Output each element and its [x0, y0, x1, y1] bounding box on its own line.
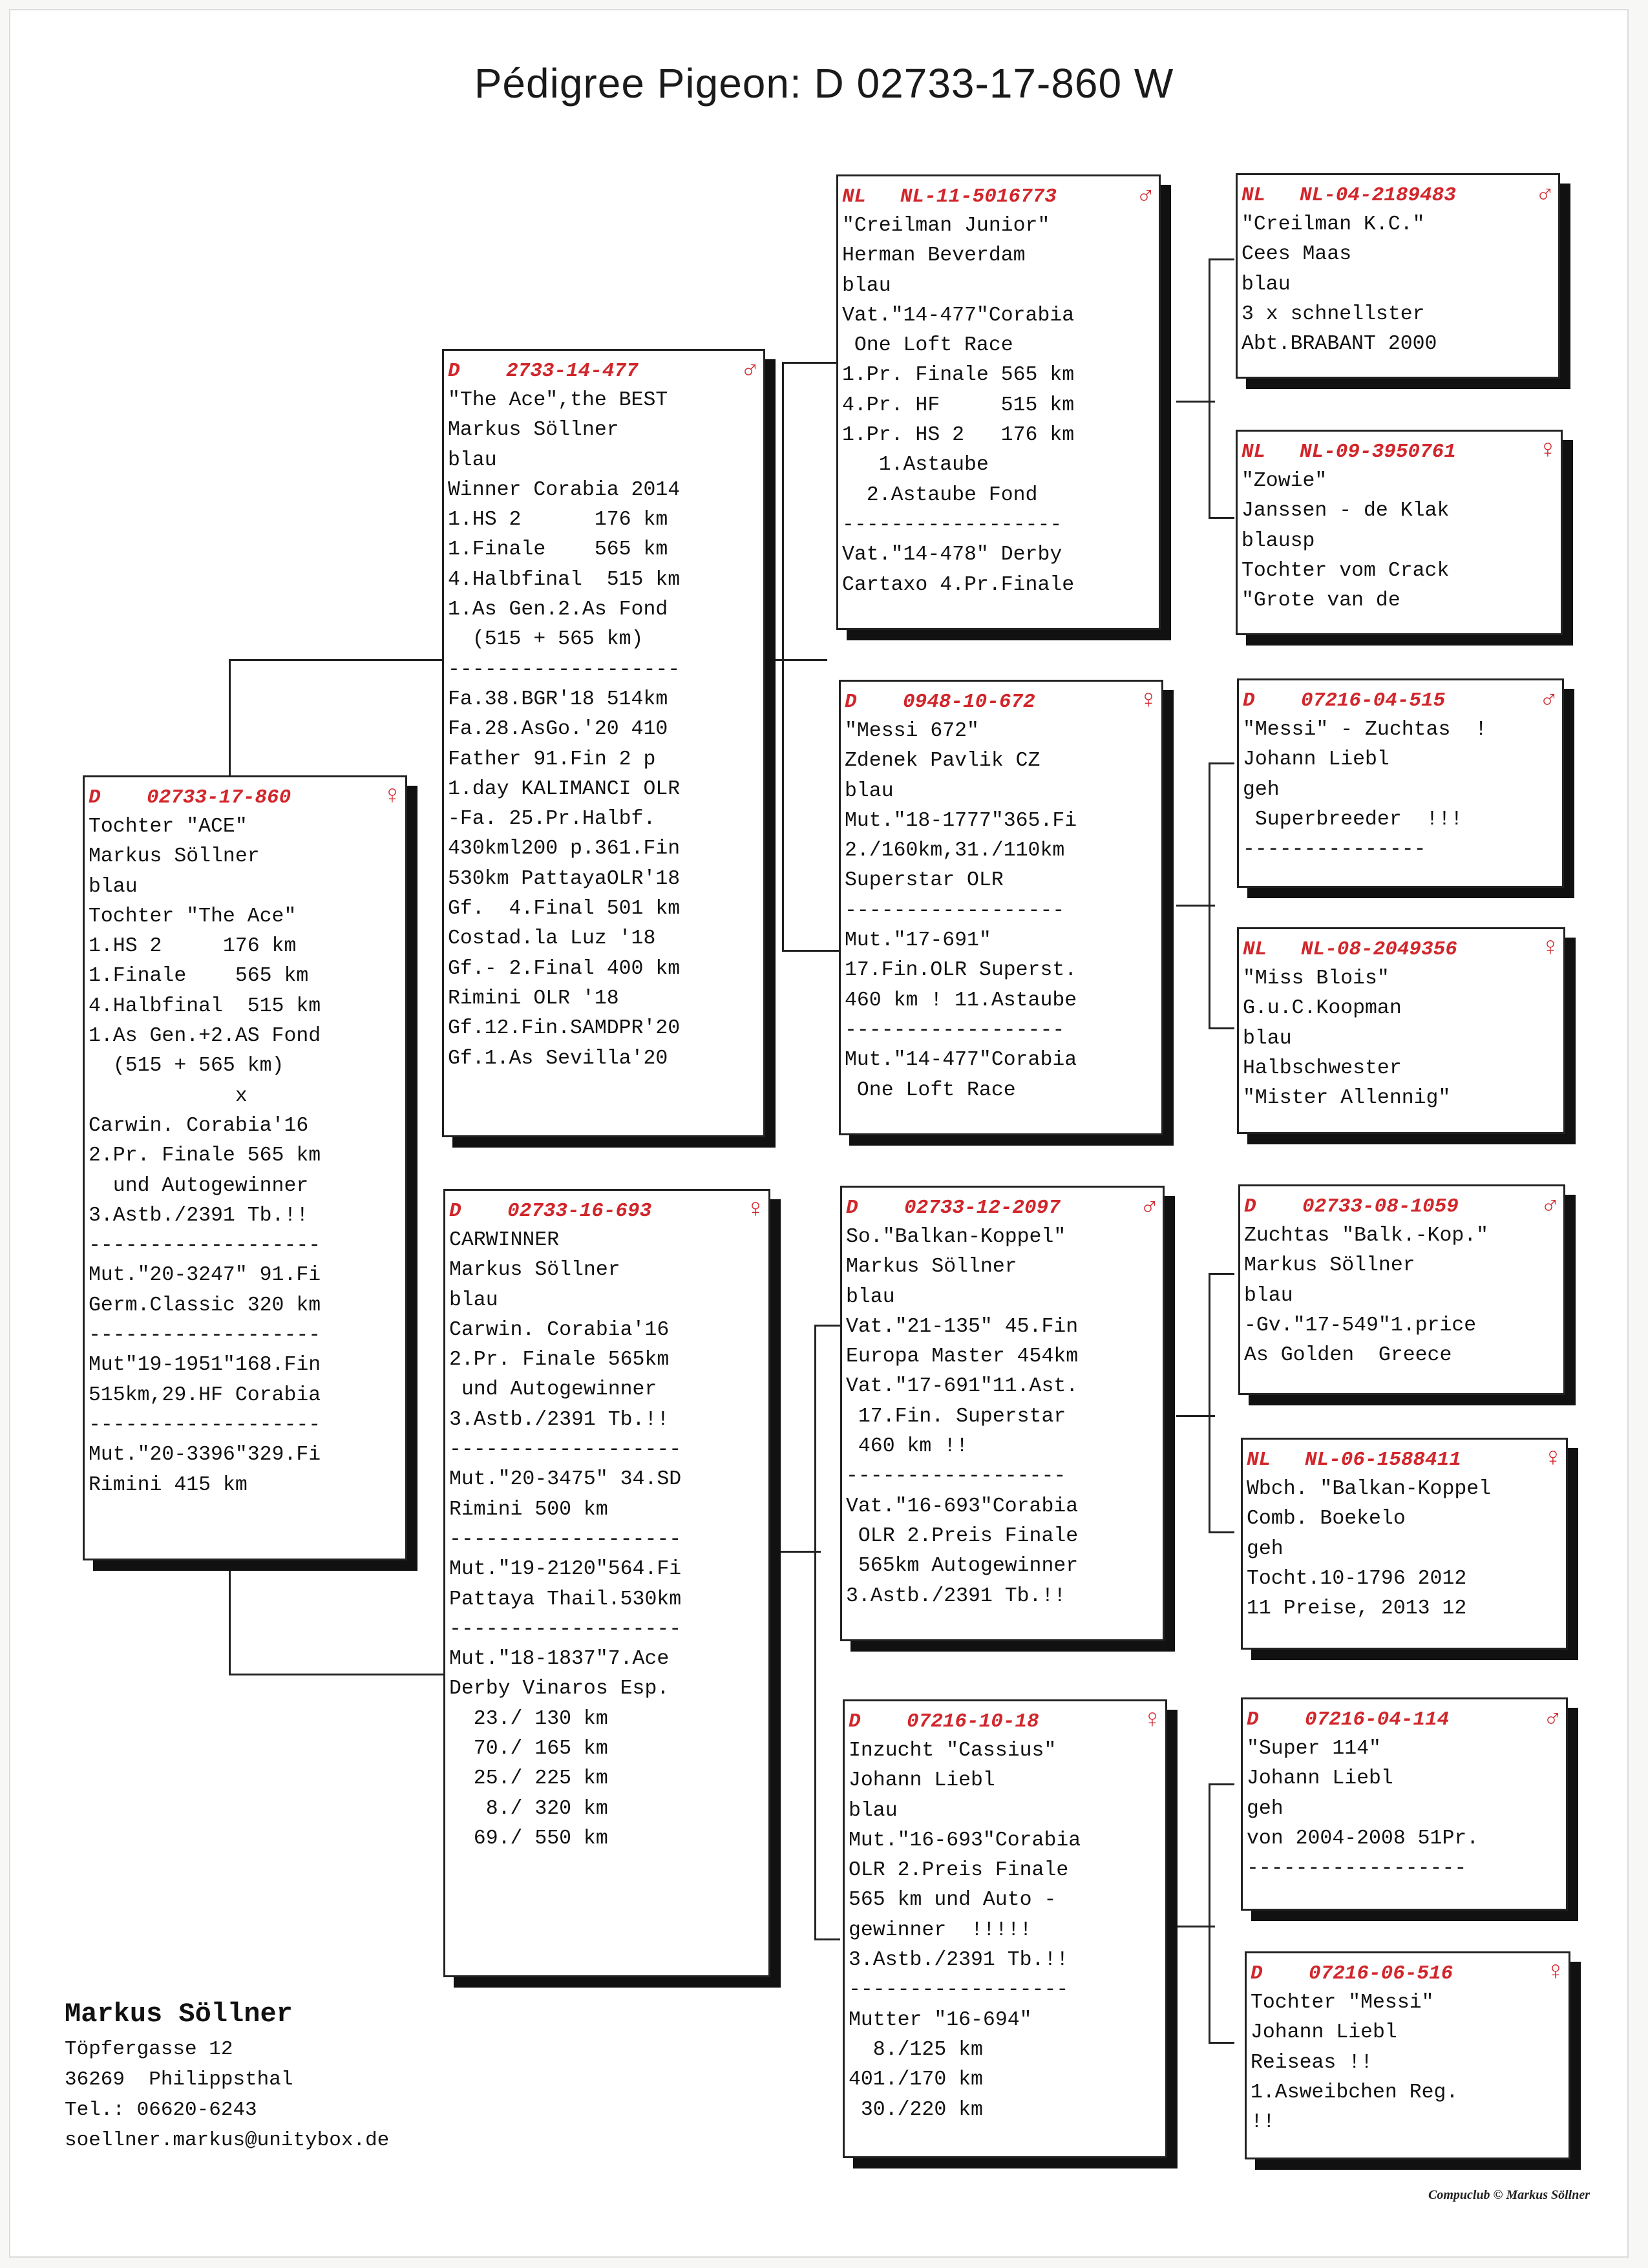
sex-symbol: ♀ [384, 782, 400, 812]
card-line: (515 + 565 km) [89, 1055, 284, 1078]
card-line: Tochter "The Ace" [89, 905, 297, 928]
connector [769, 1551, 821, 1553]
card-line: blau [89, 875, 138, 898]
card-line: OLR 2.Preis Finale [846, 1524, 1079, 1548]
card-line: G.u.C.Koopman [1243, 997, 1402, 1020]
connector [1209, 1273, 1234, 1275]
card-line: 3 x schnellster [1241, 302, 1425, 326]
connector [229, 659, 442, 661]
card-line: "Miss Blois" [1243, 967, 1389, 990]
card-header [1243, 934, 1558, 964]
card-text [1243, 964, 1558, 1113]
ring-number: 07216-04-114 [1305, 1708, 1450, 1731]
card-line: geh [1243, 778, 1280, 801]
card-line: "Messi" - Zuchtas ! [1243, 719, 1488, 741]
connector [782, 362, 784, 950]
card-header [1244, 1192, 1558, 1221]
card-text [449, 1226, 763, 1854]
card-line: 4.Halbfinal 515 km [448, 568, 681, 591]
card-line: 515km,29.HF Corabia [89, 1383, 321, 1407]
sex-symbol: ♀ [747, 1196, 763, 1225]
card-line: Zuchtas "Balk.-Kop." [1244, 1224, 1489, 1247]
card-line: 17.Fin. Superstar [846, 1405, 1066, 1428]
card-line: One Loft Race [842, 334, 1013, 357]
card-line: ------------------- [448, 658, 681, 681]
card-line: 1.HS 2 176 km [448, 509, 668, 532]
card-text [849, 1736, 1160, 2125]
card-line: geh [1247, 1537, 1284, 1560]
card-line: blau [449, 1288, 498, 1312]
card-line: ------------------ [845, 1018, 1065, 1042]
card-header [89, 782, 400, 812]
card-line: Zdenek Pavlik CZ [845, 750, 1041, 773]
connector [1209, 1531, 1234, 1533]
card-line: "Zowie" [1241, 470, 1327, 492]
card-line: 1.Asweibchen Reg. [1251, 2081, 1459, 2104]
card-line: Vat."21-135" 45.Fin [846, 1315, 1079, 1338]
card-line: Cees Maas [1241, 243, 1352, 266]
ring-number: 07216-06-516 [1309, 1962, 1453, 1985]
card-line: Abt.BRABANT 2000 [1241, 333, 1437, 356]
card-line: One Loft Race [845, 1078, 1016, 1102]
card-line: 565 km und Auto - [849, 1889, 1057, 1912]
card-line: Germ.Classic 320 km [89, 1294, 321, 1317]
country-code: D [448, 359, 460, 383]
card-line: geh [1247, 1797, 1284, 1820]
card-line: Vat."17-691"11.Ast. [846, 1375, 1079, 1398]
card-header [849, 1706, 1160, 1736]
card-line: Comb. Boekelo [1247, 1507, 1406, 1531]
card-line: Johann Liebl [849, 1769, 995, 1792]
page-title: Pédigree Pigeon: D 02733-17-860 W [474, 60, 1174, 107]
connector [1209, 2042, 1234, 2044]
pigeon-card-fm [839, 680, 1163, 1135]
card-line: "Creilman K.C." [1241, 213, 1425, 236]
ring-number: 02733-16-693 [507, 1199, 652, 1223]
connector [814, 1938, 840, 1940]
card-line: Tochter "Messi" [1251, 1991, 1434, 2014]
card-line: 3.Astb./2391 Tb.!! [89, 1204, 309, 1227]
country-code: D [846, 1196, 858, 1219]
connector [1209, 762, 1234, 764]
card-line: Fa.28.AsGo.'20 410 [448, 718, 668, 741]
connector [1209, 1027, 1234, 1029]
sex-symbol: ♀ [1547, 1958, 1563, 1988]
card-line: Mut."19-2120"564.Fi [449, 1558, 682, 1581]
card-header [1247, 1705, 1561, 1734]
country-code: D [849, 1710, 861, 1733]
country-code: D [845, 690, 857, 713]
connector [763, 659, 827, 661]
card-line: 3.Astb./2391 Tb.!! [846, 1584, 1066, 1608]
pigeon-card-mf [840, 1186, 1165, 1641]
card-line: Mut."20-3396"329.Fi [89, 1444, 321, 1467]
card-text [1241, 467, 1556, 616]
country-code: D [89, 786, 101, 809]
card-line: "Grote van de [1241, 589, 1400, 613]
card-line: Markus Söllner [448, 419, 619, 442]
pigeon-card-ffm [1236, 430, 1563, 635]
card-line: 1.As Gen.2.As Fond [448, 598, 668, 622]
card-line: Markus Söllner [846, 1255, 1017, 1279]
pigeon-card-mm [843, 1699, 1167, 2158]
card-line: --------------- [1243, 838, 1426, 861]
ring-number: 02733-08-1059 [1302, 1195, 1459, 1218]
card-line: 8./125 km [849, 2038, 983, 2061]
owner-phone: Tel.: 06620-6243 [65, 2099, 257, 2121]
card-line: 1.HS 2 176 km [89, 935, 297, 958]
card-line: ------------------ [849, 1979, 1069, 2002]
owner-name: Markus Söllner [65, 1999, 293, 2030]
card-line: Vat."16-693"Corabia [846, 1495, 1079, 1518]
card-line: "Creilman Junior" [842, 215, 1050, 237]
card-line: Superbreeder !!! [1243, 808, 1463, 831]
card-line: Cartaxo 4.Pr.Finale [842, 573, 1075, 596]
card-line: Vat."14-477"Corabia [842, 304, 1075, 327]
ring-number: 02733-17-860 [147, 786, 291, 809]
card-line: OLR 2.Preis Finale [849, 1859, 1069, 1882]
card-line: Mut."17-691" [845, 929, 991, 952]
sex-symbol: ♀ [1140, 687, 1156, 716]
connector [229, 1551, 231, 1674]
software-credit: Compuclub © Markus Söllner [1428, 2188, 1590, 2202]
card-line: x [89, 1084, 248, 1108]
country-code: D [1243, 689, 1255, 712]
pigeon-card-fmf [1237, 678, 1564, 888]
card-header [846, 1193, 1157, 1223]
card-line: So."Balkan-Koppel" [846, 1226, 1066, 1248]
sex-symbol: ♂ [1537, 180, 1553, 209]
card-line: 25./ 225 km [449, 1767, 608, 1790]
card-line: Markus Söllner [89, 845, 260, 868]
card-line: Winner Corabia 2014 [448, 478, 681, 501]
card-line: 1.Astaube [842, 454, 989, 477]
card-line: ------------------- [449, 1617, 682, 1641]
card-line: Derby Vinaros Esp. [449, 1677, 670, 1701]
card-line: Gf.- 2.Final 400 km [448, 957, 681, 980]
card-line: 1.Pr. Finale 565 km [842, 364, 1075, 387]
card-line: Father 91.Fin 2 p [448, 748, 656, 771]
card-text [89, 812, 400, 1500]
pigeon-card-fmm [1237, 927, 1565, 1134]
connector [1209, 1273, 1210, 1531]
sex-symbol: ♂ [1541, 686, 1557, 715]
card-line: "The Ace",the BEST [448, 389, 668, 412]
connector [1209, 762, 1210, 1027]
card-line: blau [1243, 1027, 1292, 1050]
card-line: ------------------- [89, 1413, 321, 1436]
card-line: blau [448, 448, 497, 472]
country-code: D [1247, 1708, 1259, 1731]
card-header [842, 182, 1154, 211]
card-line: Mut."18-1837"7.Ace [449, 1648, 670, 1671]
connector [1209, 517, 1234, 519]
sex-symbol: ♂ [1141, 1193, 1157, 1222]
card-text [1244, 1221, 1558, 1370]
card-line: Reiseas !! [1251, 2051, 1373, 2074]
card-line: ------------------- [449, 1528, 682, 1551]
card-line: Mut."18-1777"365.Fi [845, 809, 1077, 832]
card-line: und Autogewinner [89, 1174, 309, 1197]
card-line: 70./ 165 km [449, 1738, 608, 1761]
country-code: D [1251, 1962, 1263, 1985]
card-line: Costad.la Luz '18 [448, 927, 656, 950]
card-header [1243, 686, 1557, 715]
card-line: Europa Master 454km [846, 1345, 1079, 1369]
card-header [845, 687, 1156, 717]
card-line: Halbschwester [1243, 1056, 1402, 1080]
card-line: Vat."14-478" Derby [842, 543, 1062, 567]
card-line: blau [1241, 273, 1291, 296]
card-line: Superstar OLR [845, 869, 1004, 892]
card-line: Tocht.10-1796 2012 [1247, 1567, 1467, 1590]
pigeon-card-father [442, 349, 765, 1137]
card-line: Tochter vom Crack [1241, 559, 1450, 582]
sex-symbol: ♂ [1542, 1192, 1558, 1221]
card-line: 2.Pr. Finale 565 km [89, 1144, 321, 1168]
country-code: NL [1243, 938, 1267, 961]
owner-street: Töpfergasse 12 [65, 2038, 233, 2061]
card-line: blausp [1241, 529, 1315, 552]
card-line: 3.Astb./2391 Tb.!! [449, 1408, 670, 1431]
country-code: NL [1241, 184, 1266, 207]
card-text [845, 717, 1156, 1106]
card-line: "Super 114" [1247, 1738, 1381, 1760]
card-line: gewinner !!!!! [849, 1918, 1032, 1942]
card-line: 1.Finale 565 km [448, 538, 668, 562]
card-line: 401./170 km [849, 2068, 983, 2092]
card-line: Pattaya Thail.530km [449, 1588, 682, 1611]
card-line: Inzucht "Cassius" [849, 1739, 1057, 1762]
connector [814, 1325, 816, 1938]
card-line: ------------------- [89, 1324, 321, 1347]
card-line: ------------------ [842, 513, 1062, 536]
owner-city: 36269 Philippsthal [65, 2068, 293, 2091]
card-line: 8./ 320 km [449, 1797, 608, 1820]
card-line: -Fa. 25.Pr.Halbf. [448, 808, 656, 831]
card-header [448, 356, 758, 386]
ring-number: NL-08-2049356 [1301, 938, 1457, 961]
card-line: 4.Halbfinal 515 km [89, 994, 321, 1018]
connector [1209, 258, 1210, 517]
owner-email: soellner.markus@unitybox.de [65, 2129, 390, 2152]
card-line: blau [842, 274, 891, 297]
ring-number: 02733-12-2097 [904, 1196, 1061, 1219]
pigeon-card-mother [443, 1189, 770, 1977]
card-line: -Gv."17-549"1.price [1244, 1314, 1477, 1337]
card-line: Gf.1.As Sevilla'20 [448, 1047, 668, 1070]
connector [782, 950, 840, 952]
card-text [1241, 210, 1553, 359]
card-line: 2./160km,31./110km [845, 839, 1065, 863]
sex-symbol: ♂ [742, 356, 758, 385]
card-header [1241, 437, 1556, 467]
card-line: Johann Liebl [1251, 2021, 1397, 2044]
card-line: Mut."16-693"Corabia [849, 1829, 1081, 1852]
connector [229, 659, 231, 788]
connector [229, 1674, 443, 1675]
ring-number: NL-04-2189483 [1300, 184, 1456, 207]
card-line: Mut."20-3247" 91.Fi [89, 1264, 321, 1287]
card-text [1243, 715, 1557, 865]
country-code: D [449, 1199, 461, 1223]
owner-address [65, 1994, 389, 2156]
connector [1209, 258, 1234, 260]
card-line: 1.Pr. HS 2 176 km [842, 424, 1075, 447]
card-line: Herman Beverdam [842, 244, 1026, 268]
card-line: blau [849, 1799, 898, 1822]
card-text [846, 1223, 1157, 1612]
card-line: 17.Fin.OLR Superst. [845, 959, 1077, 982]
card-line: Fa.38.BGR'18 514km [448, 688, 668, 711]
card-header [449, 1196, 763, 1226]
card-line: Rimini 415 km [89, 1473, 248, 1496]
pigeon-card-mff [1238, 1184, 1565, 1395]
card-line: Gf.12.Fin.SAMDPR'20 [448, 1017, 681, 1040]
sex-symbol: ♂ [1137, 182, 1154, 211]
connector [814, 1325, 840, 1327]
card-line: und Autogewinner [449, 1378, 657, 1402]
pigeon-card-mfm [1241, 1438, 1568, 1650]
card-line: 4.Pr. HF 515 km [842, 394, 1075, 417]
card-line: Rimini 500 km [449, 1498, 608, 1521]
card-line: ------------------ [845, 899, 1065, 922]
pigeon-card-mmf [1241, 1697, 1568, 1911]
ring-number: NL-11-5016773 [900, 185, 1057, 208]
card-line: 460 km !! [846, 1435, 969, 1458]
card-line: 2.Pr. Finale 565km [449, 1349, 670, 1372]
sex-symbol: ♀ [1144, 1706, 1160, 1736]
ring-number: 2733-14-477 [506, 359, 639, 383]
card-text [1247, 1734, 1561, 1884]
card-line: Carwin. Corabia'16 [89, 1114, 309, 1137]
card-line: 430kml200 p.361.Fin [448, 837, 681, 861]
card-line: blau [846, 1285, 895, 1308]
card-line: (515 + 565 km) [448, 628, 644, 651]
ring-number: NL-06-1588411 [1305, 1448, 1461, 1471]
pigeon-card-subject [83, 775, 407, 1560]
connector [1209, 1783, 1210, 2042]
card-line: "Messi 672" [845, 720, 979, 742]
card-line: !! [1251, 2111, 1275, 2134]
card-line: Mutter "16-694" [849, 2008, 1032, 2032]
card-line: Johann Liebl [1247, 1767, 1393, 1790]
sex-symbol: ♀ [1539, 437, 1556, 466]
card-line: Mut."20-3475" 34.SD [449, 1468, 682, 1491]
card-line: 23./ 130 km [449, 1707, 608, 1730]
card-line: Markus Söllner [449, 1259, 620, 1282]
sex-symbol: ♀ [1542, 934, 1558, 963]
card-header [1251, 1958, 1563, 1988]
card-text [1251, 1988, 1563, 2137]
card-text [842, 211, 1154, 600]
card-text [448, 386, 758, 1074]
sex-symbol: ♂ [1545, 1705, 1561, 1734]
country-code: NL [1241, 440, 1266, 463]
card-line: von 2004-2008 51Pr. [1247, 1827, 1479, 1850]
card-line: blau [845, 779, 894, 803]
card-line: Tochter "ACE" [89, 815, 248, 838]
ring-number: 07216-04-515 [1301, 689, 1446, 712]
card-line: Mut."14-477"Corabia [845, 1049, 1077, 1072]
ring-number: 07216-10-18 [907, 1710, 1039, 1733]
card-line: Johann Liebl [1243, 748, 1389, 772]
ring-number: 0948-10-672 [903, 690, 1035, 713]
sex-symbol: ♀ [1545, 1445, 1561, 1474]
card-line: Carwin. Corabia'16 [449, 1318, 670, 1341]
card-line: 2.Astaube Fond [842, 483, 1038, 507]
card-line: ------------------ [846, 1465, 1066, 1488]
card-line: 69./ 550 km [449, 1827, 608, 1850]
country-code: NL [1247, 1448, 1271, 1471]
connector [1209, 1783, 1234, 1785]
card-header [1241, 180, 1553, 210]
country-code: D [1244, 1195, 1256, 1218]
ring-number: NL-09-3950761 [1300, 440, 1456, 463]
card-line: 565km Autogewinner [846, 1555, 1079, 1578]
card-line: 30./220 km [849, 2098, 983, 2121]
card-line: Wbch. "Balkan-Koppel [1247, 1478, 1492, 1500]
card-line: Mut"19-1951"168.Fin [89, 1354, 321, 1377]
card-line: ------------------- [449, 1438, 682, 1462]
card-line: Rimini OLR '18 [448, 987, 619, 1010]
card-line: 460 km ! 11.Astaube [845, 989, 1077, 1012]
card-line: 3.Astb./2391 Tb.!! [849, 1949, 1069, 1972]
connector [782, 362, 840, 364]
card-line: 1.day KALIMANCI OLR [448, 777, 681, 801]
card-line: 11 Preise, 2013 12 [1247, 1597, 1467, 1621]
card-line: 1.As Gen.+2.AS Fond [89, 1025, 321, 1048]
card-text [1247, 1475, 1561, 1624]
card-line: As Golden Greece [1244, 1344, 1452, 1367]
card-header [1247, 1445, 1561, 1475]
card-line: blau [1244, 1284, 1293, 1307]
card-line: Markus Söllner [1244, 1254, 1415, 1277]
card-line: ------------------ [1247, 1857, 1467, 1880]
pigeon-card-fff [1236, 173, 1560, 379]
card-line: 1.Finale 565 km [89, 965, 309, 988]
country-code: NL [842, 185, 867, 208]
card-line: Gf. 4.Final 501 km [448, 898, 681, 921]
card-line: "Mister Allennig" [1243, 1087, 1451, 1110]
pigeon-card-ff [836, 174, 1161, 630]
card-line: Janssen - de Klak [1241, 499, 1450, 523]
card-line: CARWINNER [449, 1229, 560, 1252]
card-line: 530km PattayaOLR'18 [448, 867, 681, 890]
pigeon-card-mmm [1245, 1951, 1570, 2159]
card-line: ------------------- [89, 1234, 321, 1257]
